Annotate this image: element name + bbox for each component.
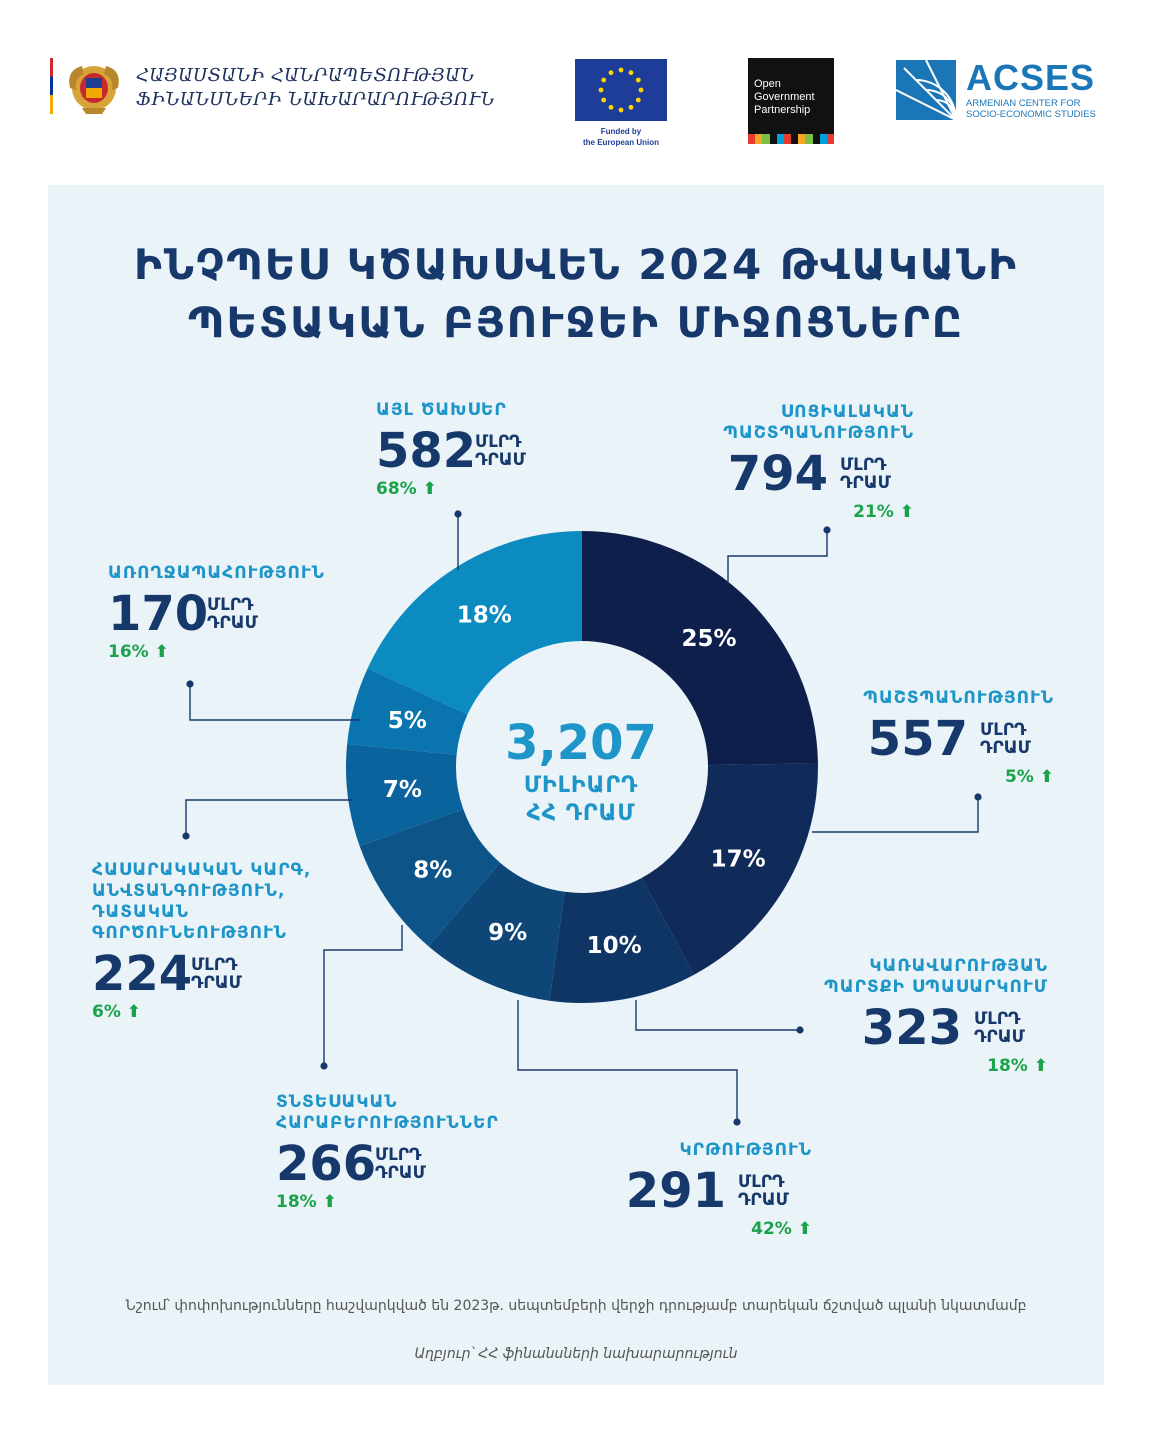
connector-dot — [182, 832, 189, 839]
acses-sub-line-1: ARMENIAN CENTER FOR — [966, 98, 1081, 109]
category-value: 170 — [108, 586, 209, 642]
connector-line — [728, 530, 827, 584]
slice-share-label: 9% — [488, 920, 528, 947]
connector-dot — [823, 526, 830, 533]
unit-label: ՄԼՐԴ — [375, 1145, 422, 1165]
unit-label: ՄԼՐԴ — [974, 1009, 1021, 1029]
category-value: 323 — [861, 1000, 962, 1056]
category-label: ՊԱՇՏՊԱՆՈՒԹՅՈՒՆ — [723, 423, 914, 443]
change-badge: 16% ⬆ — [108, 642, 169, 662]
connector-line — [186, 800, 352, 836]
unit-label: ԴՐԱՄ — [974, 1027, 1025, 1047]
category-value: 557 — [867, 711, 968, 767]
connector-line — [324, 925, 402, 1066]
change-badge: 21% ⬆ — [853, 502, 914, 522]
connector-dot — [320, 1062, 327, 1069]
eu-caption-line-2: the European Union — [583, 138, 659, 147]
category-label: ՊԱՐՏՔԻ ՍՊԱՍԱՐԿՈՒՄ — [824, 977, 1048, 997]
slice-share-label: 18% — [456, 602, 512, 629]
slice-share-label: 25% — [681, 626, 737, 653]
connector-dot — [796, 1026, 803, 1033]
total-value: 3,207 — [505, 715, 657, 771]
slice-share-label: 10% — [586, 933, 642, 960]
footnote: Նշում՝ փոփոխությունները հաշվարկված են 2023թ. սեպտեմբերի վերջի դրությամբ տարեկան ճշտված պլանի նկատմամբ — [125, 1298, 1027, 1314]
change-badge: 5% ⬆ — [1004, 767, 1054, 787]
unit-label: ՄԼՐԴ — [980, 720, 1027, 740]
category-value: 224 — [92, 946, 193, 1002]
ministry-line-2: ՖԻՆԱՆՍՆԵՐԻ ՆԱԽԱՐԱՐՈՒԹՅՈՒՆ — [136, 89, 495, 110]
category-value: 582 — [376, 423, 477, 479]
category-label: ՊԱՇՏՊԱՆՈՒԹՅՈՒՆ — [863, 688, 1054, 708]
connector-dot — [974, 793, 981, 800]
unit-label: ՄԼՐԴ — [475, 432, 522, 452]
unit-label: ՄԼՐԴ — [738, 1172, 785, 1192]
connector-dot — [733, 1118, 740, 1125]
category-value: 291 — [625, 1163, 726, 1219]
category-label: ՏՆՏԵՍԱԿԱՆ — [276, 1092, 398, 1112]
total-unit-line-2: ՀՀ ԴՐԱՄ — [526, 801, 636, 826]
category-label: ՍՈՑԻԱԼԱԿԱՆ — [780, 402, 914, 422]
change-badge: 42% ⬆ — [751, 1219, 812, 1239]
slice-share-label: 5% — [387, 707, 427, 734]
slice-share-label: 17% — [710, 846, 766, 873]
change-badge: 6% ⬆ — [92, 1002, 142, 1022]
eu-caption-line-1: Funded by — [600, 127, 642, 136]
acses-sub-line-2: SOCIO-ECONOMIC STUDIES — [966, 109, 1096, 120]
change-badge: 18% ⬆ — [276, 1192, 337, 1212]
connector-line — [190, 684, 360, 720]
category-label: ԱՌՈՂՋԱՊԱՀՈՒԹՅՈՒՆ — [108, 563, 325, 583]
ogp-line-2: Government — [754, 91, 815, 103]
ministry-line-1: ՀԱՅԱՍՏԱՆԻ ՀԱՆՐԱՊԵՏՈՒԹՅԱՆ — [136, 65, 475, 86]
slice-share-label: 8% — [413, 857, 453, 884]
connector-line — [812, 797, 978, 832]
unit-label: ՄԼՐԴ — [207, 595, 254, 615]
unit-label: ԴՐԱՄ — [207, 613, 258, 633]
connector-dot — [186, 680, 193, 687]
unit-label: ԴՐԱՄ — [191, 973, 242, 993]
category-value: 794 — [727, 446, 828, 502]
category-label: ԱՅԼ ԾԱԽՍԵՐ — [376, 400, 507, 420]
change-badge: 68% ⬆ — [376, 479, 437, 499]
connector-dot — [454, 510, 461, 517]
ogp-line-1: Open — [754, 78, 781, 90]
acses-name: ACSES — [966, 57, 1096, 98]
unit-label: ԴՐԱՄ — [980, 738, 1031, 758]
category-label: ԿԱՌԱՎԱՐՈՒԹՅԱՆ — [869, 956, 1048, 976]
unit-label: ԴՐԱՄ — [475, 450, 526, 470]
title-line-1: ԻՆՉՊԵՍ ԿԾԱԽՍՎԵՆ 2024 ԹՎԱԿԱՆԻ — [133, 240, 1019, 289]
total-unit — [456, 772, 706, 828]
unit-label: ՄԼՐԴ — [840, 455, 887, 475]
unit-label: ԴՐԱՄ — [840, 473, 891, 493]
category-value: 266 — [276, 1136, 377, 1192]
category-label: ԴԱՏԱԿԱՆ — [92, 902, 189, 922]
category-label: ԱՆՎՏԱՆԳՈՒԹՅՈՒՆ, — [92, 881, 286, 901]
title-line-2: ՊԵՏԱԿԱՆ ԲՅՈՒՋԵԻ ՄԻՋՈՑՆԵՐԸ — [187, 298, 965, 347]
connector-line — [518, 1000, 737, 1122]
ogp-line-3: Partnership — [754, 104, 811, 116]
unit-label: ԴՐԱՄ — [738, 1190, 789, 1210]
category-label: ԿՐԹՈՒԹՅՈՒՆ — [679, 1140, 812, 1160]
category-label: ԳՈՐԾՈՒՆԵՈՒԹՅՈՒՆ — [92, 923, 287, 943]
change-badge: 18% ⬆ — [987, 1056, 1048, 1076]
total-unit-line-1: ՄԻԼԻԱՐԴ — [523, 773, 639, 798]
unit-label: ԴՐԱՄ — [375, 1163, 426, 1183]
slice-share-label: 7% — [382, 777, 422, 804]
unit-label: ՄԼՐԴ — [191, 955, 238, 975]
source: Աղբյուր՝ ՀՀ ֆինանսների նախարարություն — [414, 1346, 738, 1362]
category-label: ՀԱՍԱՐԱԿԱԿԱՆ ԿԱՐԳ, — [92, 860, 312, 880]
category-label: ՀԱՐԱԲԵՐՈՒԹՅՈՒՆՆԵՐ — [276, 1113, 499, 1133]
connector-line — [636, 1000, 800, 1030]
